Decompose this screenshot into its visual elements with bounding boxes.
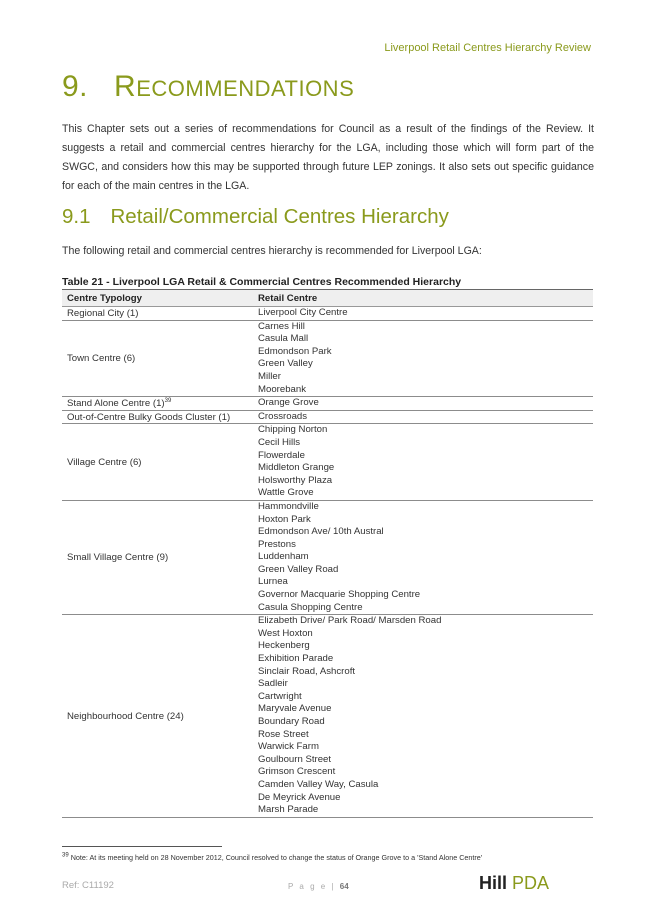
footnote-reference: 39 — [164, 397, 172, 404]
retail-centre-name: Governor Macquarie Shopping Centre — [258, 589, 421, 601]
centre-typology: Small Village Centre (9) — [67, 552, 169, 564]
page-label: P a g e | — [288, 882, 336, 891]
retail-centre-name: Wattle Grove — [258, 487, 314, 499]
retail-centre-name: Rose Street — [258, 728, 309, 740]
company-logo — [479, 873, 549, 894]
retail-centre-name: Green Valley — [258, 358, 313, 370]
retail-centre-name: Sadleir — [258, 678, 288, 690]
chapter-title-rest: ECOMMENDATIONS — [136, 76, 355, 101]
footnote — [62, 853, 482, 862]
retail-centre-name: Casula Mall — [258, 333, 309, 345]
retail-centre-name: Heckenberg — [258, 640, 310, 652]
retail-centre-name: Prestons — [258, 538, 296, 550]
section-number: 9.1 — [62, 205, 91, 228]
retail-centre-cell — [253, 397, 593, 411]
retail-centre-name: Liverpool City Centre — [258, 307, 348, 318]
retail-centre-name: Sinclair Road, Ashcroft — [258, 665, 356, 677]
retail-centre-name: Orange Grove — [258, 397, 319, 409]
retail-centre-name: Edmondson Park — [258, 345, 332, 357]
retail-centre-name: West Hoxton — [258, 627, 313, 639]
retail-centre-cell — [253, 615, 593, 818]
footnote-divider — [62, 846, 222, 847]
logo-text-hill: Hill — [479, 873, 508, 893]
retail-centre-cell — [253, 320, 593, 397]
retail-centre-name: Hammondville — [258, 500, 319, 512]
chapter-number: 9. — [62, 70, 89, 103]
table-row — [62, 397, 593, 411]
retail-centre-name: Green Valley Road — [258, 563, 339, 575]
centre-typology-cell — [62, 320, 253, 397]
section-heading — [62, 205, 449, 229]
retail-centre-name: Grimson Crescent — [258, 766, 336, 778]
table-caption: Table 21 - Liverpool LGA Retail & Commercial Centres Recommended Hierarchy — [62, 276, 462, 288]
retail-centre-cell — [253, 424, 593, 501]
retail-centre-name: Cecil Hills — [258, 436, 301, 448]
hierarchy-table — [62, 289, 593, 818]
chapter-heading — [62, 70, 354, 104]
centre-typology: Regional City (1) — [67, 307, 139, 319]
retail-centre-name: Cartwright — [258, 690, 302, 702]
centre-typology-cell — [62, 410, 253, 424]
retail-centre-name: Camden Valley Way, Casula — [258, 778, 379, 790]
table-row — [62, 424, 593, 501]
document-running-title: Liverpool Retail Centres Hierarchy Review — [384, 42, 591, 54]
section-title: Retail/Commercial Centres Hierarchy — [110, 205, 449, 228]
retail-centre-cell — [253, 410, 593, 424]
table-row — [62, 615, 593, 818]
retail-centre-name: Elizabeth Drive/ Park Road/ Marsden Road — [258, 615, 442, 627]
retail-centre-name: Luddenham — [258, 551, 309, 563]
retail-centre-name: Moorebank — [258, 383, 306, 395]
centre-typology-cell — [62, 500, 253, 614]
retail-centre-name: Edmondson Ave/ 10th Austral — [258, 526, 384, 538]
retail-centre-name: Lurnea — [258, 576, 288, 588]
centre-typology-cell — [62, 397, 253, 411]
retail-centre-name: Carnes Hill — [258, 320, 305, 332]
intro-paragraph: This Chapter sets out a series of recommendations for Council as a result of the findings of the Review. It suggests a retail and commercial centres hierarchy for the LGA, including those which will form part of the SWGC, and considers how this may be supported through future LEP zonings. It also sets out specific guidance for each of the main centres in the LGA. — [62, 123, 594, 192]
retail-centre-name: Crossroads — [258, 410, 308, 422]
table-header-row — [62, 290, 593, 307]
table-row — [62, 410, 593, 424]
centre-typology: Stand Alone Centre (1) — [67, 397, 165, 409]
page-number: 64 — [339, 882, 349, 891]
table-row — [62, 307, 593, 321]
centre-typology: Out-of-Centre Bulky Goods Cluster (1) — [67, 411, 231, 423]
footer-page-indicator — [288, 882, 349, 891]
centre-typology-cell — [62, 307, 253, 321]
footer-reference: Ref: C11192 — [62, 880, 114, 891]
centre-typology: Village Centre (6) — [67, 456, 142, 468]
centre-typology: Neighbourhood Centre (24) — [67, 710, 184, 722]
retail-centre-name: Marsh Parade — [258, 804, 319, 816]
table-row — [62, 500, 593, 614]
chapter-title-initial: R — [114, 70, 137, 103]
centre-typology: Town Centre (6) — [67, 352, 136, 364]
section-lead-paragraph: The following retail and commercial centres hierarchy is recommended for Liverpool LGA: — [62, 245, 482, 257]
retail-centre-name: Exhibition Parade — [258, 653, 334, 665]
column-header-centre: Retail Centre — [253, 290, 593, 307]
column-header-typology: Centre Typology — [62, 290, 253, 307]
retail-centre-cell — [253, 307, 593, 321]
logo-text-pda: PDA — [512, 873, 550, 893]
retail-centre-name: Goulbourn Street — [258, 753, 332, 765]
retail-centre-name: Holsworthy Plaza — [258, 474, 333, 486]
footnote-text: Note: At its meeting held on 28 November 2012, Council resolved to change the status of Orange Grove to a 'Stand Alone Centre' — [70, 853, 483, 862]
footnote-number: 39 — [62, 852, 69, 859]
retail-centre-name: Middleton Grange — [258, 462, 335, 474]
retail-centre-name: Chipping Norton — [258, 424, 328, 436]
retail-centre-name: Flowerdale — [258, 449, 305, 461]
retail-centre-name: Hoxton Park — [258, 513, 311, 525]
retail-centre-name: Miller — [258, 370, 281, 382]
retail-centre-name: De Meyrick Avenue — [258, 791, 341, 803]
retail-centre-name: Casula Shopping Centre — [258, 601, 363, 613]
centre-typology-cell — [62, 424, 253, 501]
retail-centre-name: Boundary Road — [258, 716, 325, 727]
retail-centre-name: Maryvale Avenue — [258, 703, 332, 715]
retail-centre-name: Warwick Farm — [258, 741, 319, 753]
centre-typology-cell — [62, 615, 253, 818]
table-row — [62, 320, 593, 397]
table-body — [62, 307, 593, 818]
retail-centre-cell — [253, 500, 593, 614]
